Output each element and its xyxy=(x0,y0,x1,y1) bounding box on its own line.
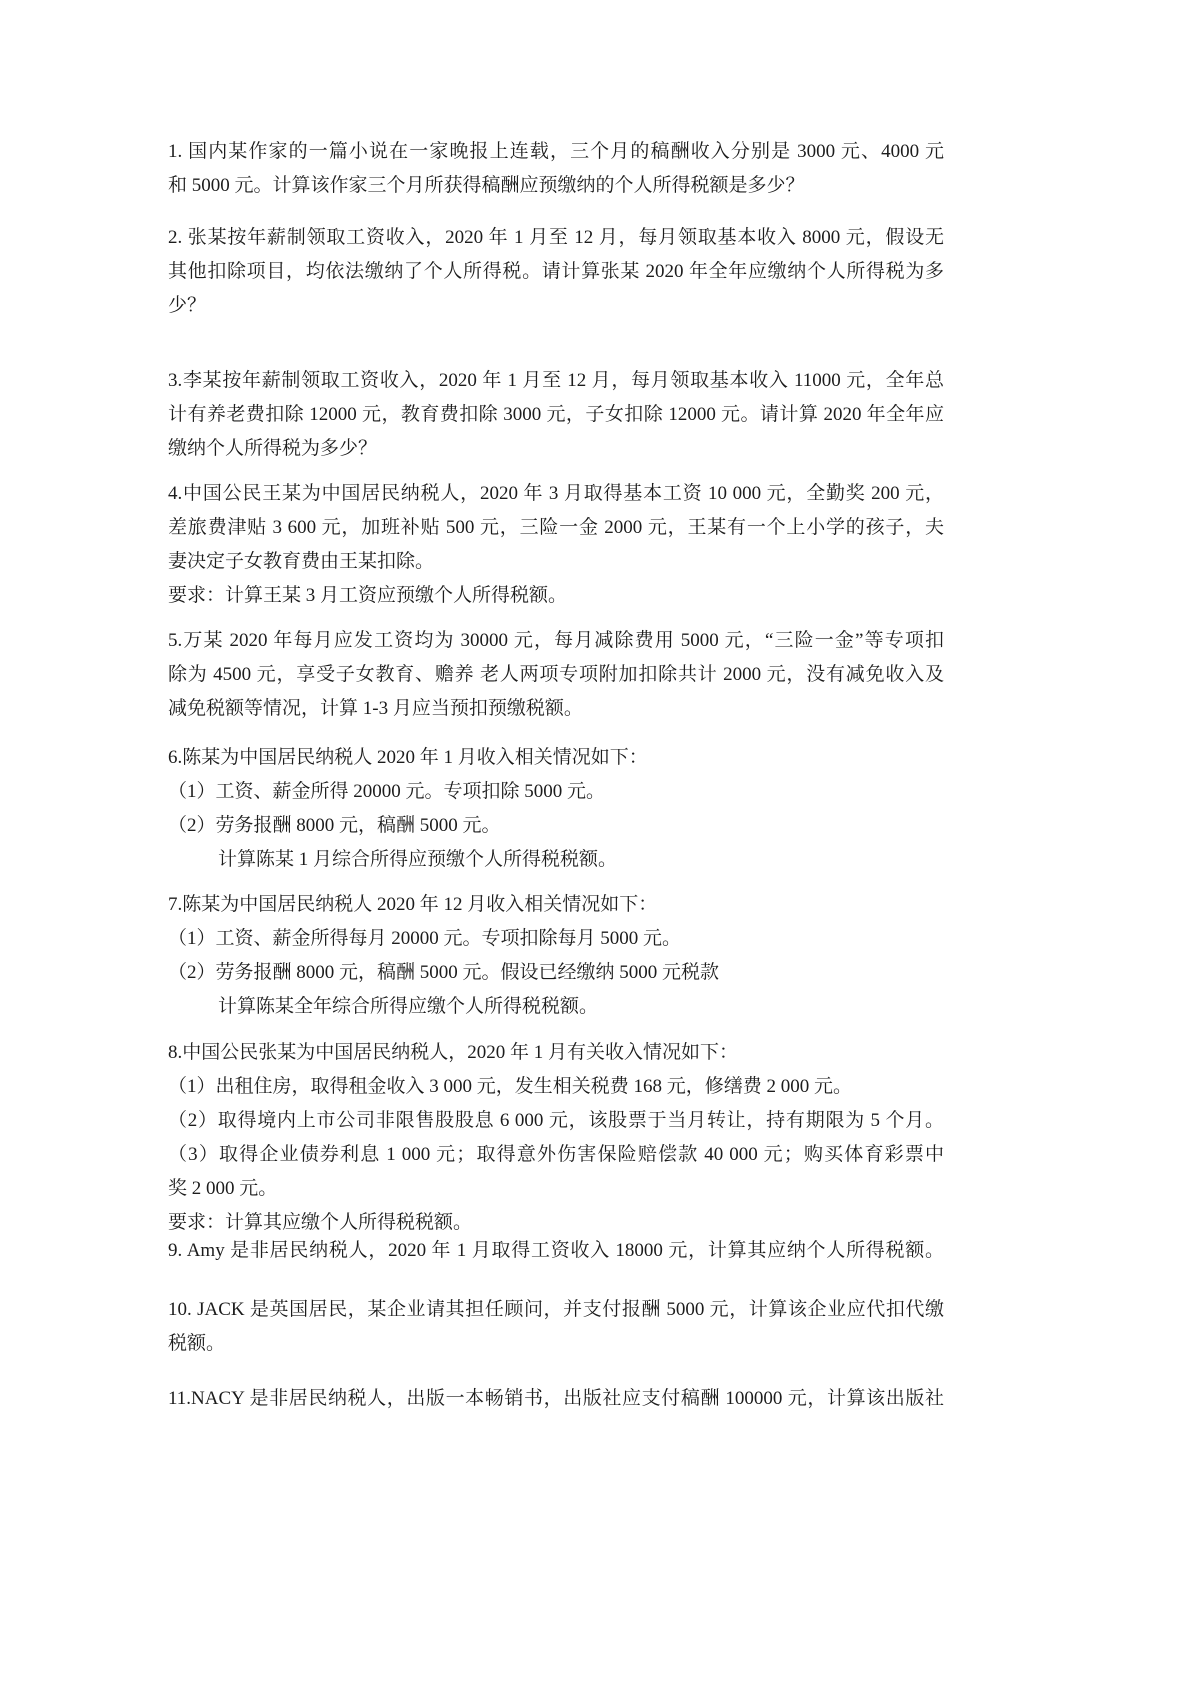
sub-item-line: （1）工资、薪金所得 20000 元。专项扣除 5000 元。 xyxy=(168,781,606,802)
sub-item-line: （2）取得境内上市公司非限售股股息 6 000 元，该股票于当月转让，持有期限为 5 个月。 xyxy=(168,1110,944,1131)
sub-item-line: 奖 2 000 元。 xyxy=(168,1178,278,1199)
sub-item-line: （3）取得企业债券利息 1 000 元；取得意外伤害保险赔偿款 40 000 元；购买体育彩票中 xyxy=(168,1144,944,1165)
sub-item-line: （2）劳务报酬 8000 元，稿酬 5000 元。 xyxy=(168,815,501,836)
question-line: 6.陈某为中国居民纳税人 2020 年 1 月收入相关情况如下： xyxy=(168,747,648,768)
question-line: 少？ xyxy=(168,295,207,316)
question-line: 其他扣除项目，均依法缴纳了个人所得税。请计算张某 2020 年全年应缴纳个人所得税为多 xyxy=(168,261,944,282)
question-line: 9. Amy 是非居民纳税人，2020 年 1 月取得工资收入 18000 元，计算其应纳个人所得税额。 xyxy=(168,1240,944,1261)
question-line: 2. 张某按年薪制领取工资收入，2020 年 1 月至 12 月，每月领取基本收入 8000 元，假设无 xyxy=(168,227,944,248)
requirement-line: 要求：计算其应缴个人所得税税额。 xyxy=(168,1212,473,1233)
question-9 xyxy=(168,1234,944,1268)
question-line: 3.李某按年薪制领取工资收入，2020 年 1 月至 12 月，每月领取基本收入 11000 元，全年总 xyxy=(168,370,944,391)
question-line: 缴纳个人所得税为多少？ xyxy=(168,438,378,459)
question-7 xyxy=(168,888,944,1024)
requirement-line: 要求：计算王某 3 月工资应预缴个人所得税额。 xyxy=(168,585,568,606)
requirement-line: 计算陈某 1 月综合所得应预缴个人所得税税额。 xyxy=(218,849,618,870)
question-11 xyxy=(168,1382,944,1416)
question-line: 税额。 xyxy=(168,1333,226,1354)
question-3 xyxy=(168,364,944,466)
question-4 xyxy=(168,477,944,613)
question-5 xyxy=(168,624,944,726)
requirement-line: 计算陈某全年综合所得应缴个人所得税税额。 xyxy=(218,996,599,1017)
question-line: 10. JACK 是英国居民，某企业请其担任顾问，并支付报酬 5000 元，计算该企业应代扣代缴 xyxy=(168,1299,944,1320)
question-line: 4.中国公民王某为中国居民纳税人，2020 年 3 月取得基本工资 10 000 元，全勤奖 200 元， xyxy=(168,483,944,504)
question-line: 11.NACY 是非居民纳税人，出版一本畅销书，出版社应支付稿酬 100000 元，计算该出版社 xyxy=(168,1388,944,1409)
question-line: 妻决定子女教育费由王某扣除。 xyxy=(168,551,435,572)
sub-item-line: （1）工资、薪金所得每月 20000 元。专项扣除每月 5000 元。 xyxy=(168,928,682,949)
question-line: 1. 国内某作家的一篇小说在一家晚报上连载，三个月的稿酬收入分别是 3000 元、4000 元 xyxy=(168,141,944,162)
sub-item-line: （1）出租住房，取得租金收入 3 000 元，发生相关税费 168 元，修缮费 2 000 元。 xyxy=(168,1076,853,1097)
question-10 xyxy=(168,1293,944,1361)
question-6 xyxy=(168,741,944,877)
question-2 xyxy=(168,221,944,323)
sub-item-line: （2）劳务报酬 8000 元，稿酬 5000 元。假设已经缴纳 5000 元税款 xyxy=(168,962,720,983)
question-line: 7.陈某为中国居民纳税人 2020 年 12 月收入相关情况如下： xyxy=(168,894,658,915)
question-1 xyxy=(168,135,944,203)
question-line: 和 5000 元。计算该作家三个月所获得稿酬应预缴纳的个人所得税额是多少？ xyxy=(168,175,805,196)
question-line: 计有养老费扣除 12000 元，教育费扣除 3000 元，子女扣除 12000 元。请计算 2020 年全年应 xyxy=(168,404,944,425)
question-line: 5.万某 2020 年每月应发工资均为 30000 元，每月减除费用 5000 元，“三险一金”等专项扣 xyxy=(168,630,944,651)
question-line: 减免税额等情况，计算 1-3 月应当预扣预缴税额。 xyxy=(168,698,583,719)
question-line: 差旅费津贴 3 600 元，加班补贴 500 元，三险一金 2000 元，王某有一个上小学的孩子，夫 xyxy=(168,517,944,538)
question-8 xyxy=(168,1036,944,1240)
question-line: 8.中国公民张某为中国居民纳税人，2020 年 1 月有关收入情况如下： xyxy=(168,1042,739,1063)
question-line: 除为 4500 元，享受子女教育、赡养 老人两项专项附加扣除共计 2000 元，没有减免收入及 xyxy=(168,664,944,685)
